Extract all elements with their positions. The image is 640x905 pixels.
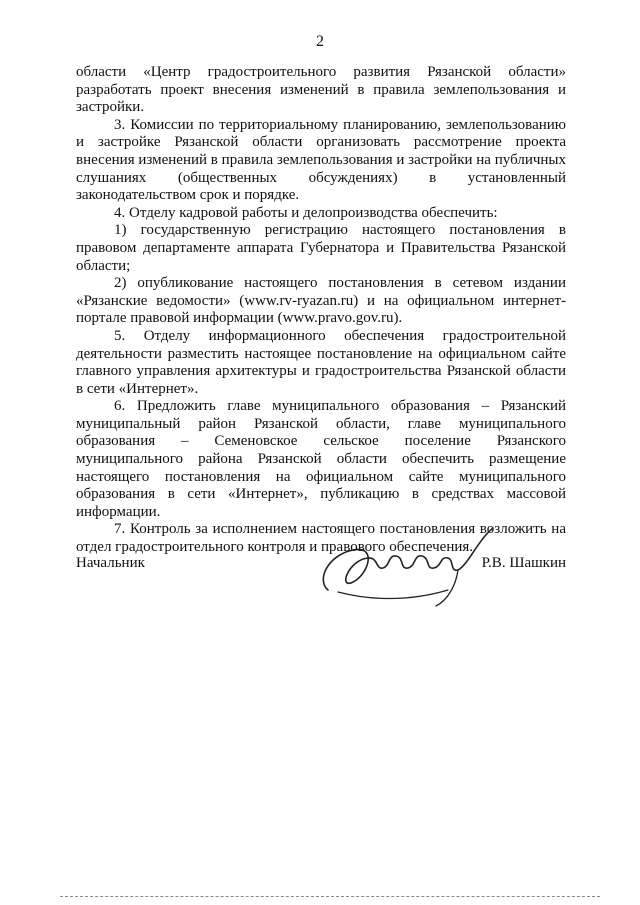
paragraph: 7. Контроль за исполнением настоящего постановления возложить на отдел градостроительного контроля и правового обеспечения.	[76, 521, 566, 556]
paragraph: 2) опубликование настоящего постановления в сетевом издании «Рязанские ведомости» (www.rv-ryazan.ru) и на официальном интернет-портале правовой информации (www.pravo.gov.ru).	[76, 275, 566, 327]
paragraph: 6. Предложить главе муниципального образования – Рязанский муниципальный район Рязанской области, главе муниципального образования – Семеновское сельское поселение Рязанского муниципального района Рязанской области обеспечить размещение настоящего постановления на официальном сайте муниципального образования в сети «Интернет», публикацию в средствах массовой информации.	[76, 398, 566, 520]
paragraph: 3. Комиссии по территориальному планированию, землепользованию и застройке Рязанской области организовать рассмотрение проекта внесения изменений в правила землепользования и застройки на публичных слушаниях (общественных обсуждениях) в установленный законодательством срок и порядке.	[76, 116, 566, 204]
signer-name: Р.В. Шашкин	[481, 555, 566, 571]
paragraph: 5. Отделу информационного обеспечения градостроительной деятельности разместить настоящее постановление на официальном сайте главного управления архитектуры и градостроительства Рязанской области в сети «Интернет».	[76, 327, 566, 397]
paragraph: области «Центр градостроительного развития Рязанской области» разработать проект внесения изменений в правила землепользования и застройки.	[76, 64, 566, 116]
footer-line	[60, 896, 600, 898]
page-number: 2	[316, 33, 324, 50]
paragraph: 1) государственную регистрацию настоящего постановления в правовом департаменте аппарата Губернатора и Правительства Рязанской области;	[76, 222, 566, 274]
document-body	[76, 64, 566, 557]
signer-position: Начальник	[76, 555, 145, 571]
paragraph: 4. Отделу кадровой работы и делопроизводства обеспечить:	[114, 204, 498, 221]
signature-block	[0, 520, 640, 630]
